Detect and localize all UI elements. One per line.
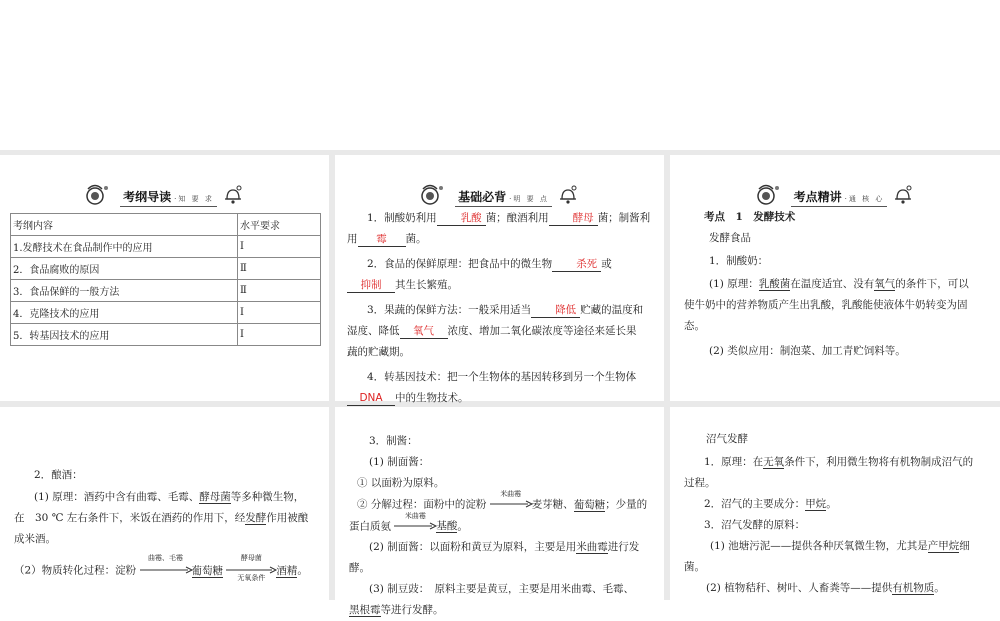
header-title: 考纲导读 ·知 要 求	[120, 188, 217, 207]
text-line: 成米酒。	[14, 533, 56, 545]
item-2-cont: 抑制 其生长繁殖。	[347, 275, 659, 296]
header-title: 基础必背 ·明 要 点	[455, 188, 552, 207]
table-cell: 4．克隆技术的应用	[11, 302, 238, 324]
table-cell: 1.发酵技术在食品制作中的应用	[11, 236, 238, 258]
table-cell: Ⅱ	[238, 258, 321, 280]
bell-icon	[557, 184, 579, 210]
slide-header	[335, 183, 664, 209]
text-line: ① 以面粉为原料。	[357, 477, 445, 489]
slide-kaogang	[0, 155, 329, 401]
slide-niangjiu	[0, 407, 329, 600]
text-line: 态。	[684, 320, 705, 332]
table-cell: 5．转基因技术的应用	[11, 324, 238, 346]
item-1: 1．制酸奶利用 乳酸 菌；酿酒利用 酵母 菌；制酱利	[367, 212, 651, 224]
slide-jichu	[335, 155, 664, 404]
item-2: 2．食品的保鲜原理：把食品中的微生物 杀死 或	[367, 258, 612, 270]
text-line: 2．沼气的主要成分：甲烷。	[704, 498, 837, 510]
mascot-icon	[85, 183, 115, 211]
text-line: 1．制酸奶：	[709, 255, 769, 267]
text-line: ② 分解过程：面粉中的淀粉 米曲霉 麦芽糖、葡萄糖；少量的	[349, 494, 659, 516]
item-1-cont: 用 霉 菌。	[347, 233, 427, 245]
table-cell: Ⅰ	[238, 302, 321, 324]
requirements-table	[10, 213, 321, 346]
slide-zhaoqi	[670, 407, 1000, 600]
slide-header	[670, 183, 1000, 209]
text-line: 3．制酱：	[369, 435, 418, 447]
answer-blank: 氧气	[400, 324, 448, 339]
table-cell: Ⅰ	[238, 324, 321, 346]
text-line: (1) 池塘污泥——提供各种厌氧微生物，尤其是产甲烷细	[710, 540, 970, 552]
slide-zhijiang	[335, 407, 664, 616]
arrow-icon: 曲霉、毛霉	[140, 560, 192, 581]
table-cell: 2．食品腐败的原因	[11, 258, 238, 280]
answer-blank: 酵母	[549, 211, 598, 226]
text-line: (2) 制面酱：以面粉和黄豆为原料，主要是用米曲霉进行发	[369, 541, 640, 553]
arrow-icon: 米曲霉	[394, 516, 436, 537]
item-3-cont: 湿度、降低 氧气 浓度、增加二氧化碳浓度等途径来延长果	[347, 325, 637, 337]
col-header-content: 考纲内容	[11, 214, 238, 236]
text-line: 黑根霉等进行发酵。	[349, 604, 444, 616]
text-line: 在 30 ℃ 左右条件下，米饭在酒药的作用下，经发酵作用被酿	[14, 512, 309, 524]
answer-blank: 抑制	[347, 278, 395, 293]
text-line: 1．原理：在无氧条件下，利用微生物将有机物制成沼气的	[704, 456, 974, 468]
table-row	[11, 280, 321, 302]
content-text	[14, 465, 324, 582]
text-line: 使牛奶中的营养物质产生出乳酸，乳酸能使液体牛奶转变为固	[684, 299, 968, 311]
text-line: (2) 植物秸秆、树叶、人畜粪等——提供有机物质。	[706, 582, 945, 594]
mascot-icon	[420, 183, 450, 211]
text-line: 蛋白质氨 米曲霉 基酸。	[349, 516, 659, 538]
conversion-process: （2）物质转化过程：淀粉 曲霉、毛霉 葡萄糖 酵母菌 无氧条件 酒精。	[14, 554, 308, 582]
text-line: 酵。	[349, 562, 370, 574]
answer-blank: 降低	[531, 303, 580, 318]
text-line: 3．沼气发酵的原料：	[704, 519, 806, 531]
table-row	[11, 236, 321, 258]
table-row	[11, 258, 321, 280]
fill-blank-text	[347, 208, 659, 409]
text-line: 过程。	[684, 477, 716, 489]
arrow-icon: 米曲霉	[490, 494, 532, 515]
text-line: (3) 制豆豉： 原料主要是黄豆，主要是用米曲霉、毛霉、	[369, 583, 634, 595]
item-3-end: 蔬的贮藏期。	[347, 346, 410, 358]
table-row	[11, 302, 321, 324]
table-header-row	[11, 214, 321, 236]
slide-kaodian	[670, 155, 1000, 401]
text-line: (1) 原理：酒药中含有曲霉、毛霉、酵母菌等多种微生物，	[34, 491, 305, 503]
content-text	[349, 431, 659, 621]
slide-header	[0, 183, 329, 209]
content-text	[684, 429, 996, 599]
text-line: (1) 制面酱：	[369, 456, 430, 468]
table-cell: Ⅱ	[238, 280, 321, 302]
item-4-cont: DNA 中的生物技术。	[347, 388, 659, 409]
answer-blank: 霉	[358, 232, 406, 247]
table-cell: 3．食品保鲜的一般方法	[11, 280, 238, 302]
text-line: 菌。	[684, 561, 705, 573]
kaodian-title: 考点 1 发酵技术	[704, 211, 796, 223]
text-line: 2．酿酒：	[34, 469, 83, 481]
text-line: (1) 原理：乳酸菌在温度适宜、没有氧气的条件下，可以	[709, 278, 969, 290]
content-text	[684, 207, 994, 362]
arrow-icon: 酵母菌 无氧条件	[226, 560, 276, 581]
bell-icon	[222, 184, 244, 210]
section-subtitle: 发酵食品	[709, 232, 751, 244]
text-line: (2) 类似应用：制泡菜、加工青贮饲料等。	[709, 345, 906, 357]
answer-blank: 乳酸	[437, 211, 486, 226]
answer-blank: DNA	[347, 391, 395, 406]
table-row	[11, 324, 321, 346]
item-4: 4．转基因技术：把一个生物体的基因转移到另一个生物体	[367, 371, 637, 383]
section-subtitle: 沼气发酵	[706, 433, 748, 445]
item-3: 3．果蔬的保鲜方法：一般采用适当 降低 贮藏的温度和	[367, 304, 644, 316]
answer-blank: 杀死	[552, 257, 601, 272]
col-header-level: 水平要求	[238, 214, 321, 236]
table-cell: Ⅰ	[238, 236, 321, 258]
header-title: 考点精讲 ·通 核 心	[791, 188, 888, 207]
